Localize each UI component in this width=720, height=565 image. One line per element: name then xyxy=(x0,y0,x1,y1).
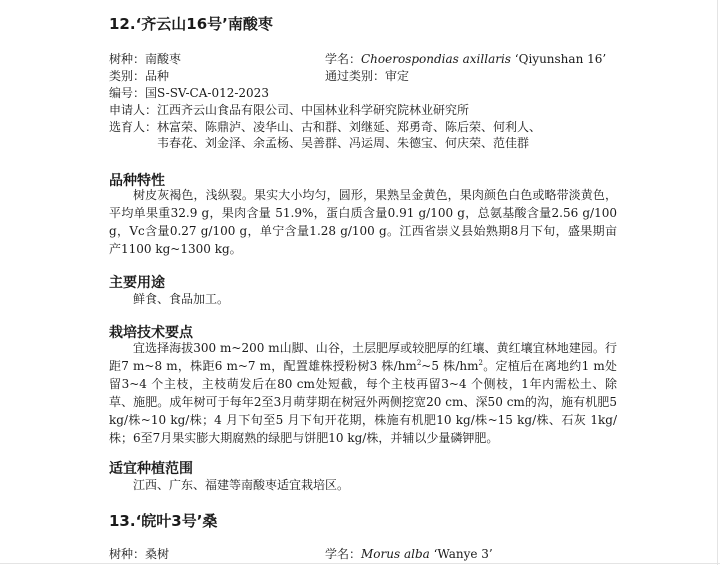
traits-heading: 品种特性 xyxy=(109,173,165,189)
region-heading: 适宜种植范围 xyxy=(109,461,193,477)
cultivation-heading: 栽培技术要点 xyxy=(109,325,193,341)
sciname-value xyxy=(361,545,493,563)
sciname-label: 学名： xyxy=(325,52,362,66)
code-label: 编号： xyxy=(109,86,146,100)
entry-12-title: 12.‘齐云山16号’南酸枣 xyxy=(109,15,273,33)
sciname-value xyxy=(361,50,606,68)
superscript: 2 xyxy=(478,359,483,367)
cultivation-paragraph xyxy=(109,339,617,447)
species-value: 桑树 xyxy=(145,547,170,561)
category-label: 类别： xyxy=(109,69,146,83)
use-paragraph: 鲜食、食品加工。 xyxy=(133,292,230,306)
page-edge xyxy=(717,0,718,565)
sciname-italic: Morus alba xyxy=(361,547,430,561)
region-paragraph: 江西、广东、福建等南酸枣适宜栽培区。 xyxy=(133,478,350,492)
sciname-italic: Choerospondias axillaris xyxy=(361,52,511,66)
applicant-label: 申请人： xyxy=(109,103,158,117)
superscript: 2 xyxy=(416,359,422,367)
applicant-value: 江西齐云山食品有限公司、中国林业科学研究院林业研究所 xyxy=(157,103,470,117)
breeder-label: 选育人： xyxy=(109,120,158,134)
cultivation-text-1: 宜选择海拔300 m~200 m山脚、山谷，土层肥厚或较肥厚的红壤、黄红壤宜林地建园。行距7 m~8 m，株距6 m~7 m，配置雄株授粉树3 株/hm xyxy=(109,341,617,373)
page-edge xyxy=(0,563,720,564)
species-value: 南酸枣 xyxy=(145,52,182,66)
code-value: 国S-SV-CA-012-2023 xyxy=(145,86,269,100)
cultivation-text-3: 。定植后在离地约1 m处留3~4 个主枝，主枝萌发后在80 cm处短截，每个主枝再留3~4 个侧枝，1年内需松土、除草、施肥。成年树可于每年2至3月萌芽期在树冠外两侧挖宽20 cm、深50 cm的沟，施有机肥5 kg/株~10 kg/株；4 月下旬至5 月下旬开花期，株施有机肥10 kg/株~15 kg/株、石灰 1kg/株；6至7月果实膨大期腐熟的绿肥与饼肥10 kg/株，并辅以少量磷钾肥。 xyxy=(109,359,617,445)
use-heading: 主要用途 xyxy=(109,275,165,291)
species-label: 树种： xyxy=(109,547,146,561)
pass-value: 审定 xyxy=(385,69,410,83)
pass-label: 通过类别： xyxy=(325,69,386,83)
sciname-label: 学名： xyxy=(325,547,362,561)
breeder-line-2: 韦春花、刘金泽、余孟杨、吴善群、冯运周、朱德宝、何庆荣、范佳群 xyxy=(157,136,530,150)
sciname-cultivar: ‘Wanye 3’ xyxy=(433,547,493,561)
entry-13-title: 13.‘皖叶3号’桑 xyxy=(109,512,218,530)
sciname-cultivar: ‘Qiyunshan 16’ xyxy=(514,52,607,66)
cultivation-text-2: ~5 株/hm xyxy=(421,359,479,373)
traits-paragraph: 树皮灰褐色，浅纵裂。果实大小均匀，圆形，果熟呈金黄色，果肉颜色白色或略带淡黄色，平均单果重32.9 g，果肉含量 51.9%，蛋白质含量0.91 g/100 g，总氨基酸含量2.56 g/100 g，Vc含量0.27 g/100 g，单宁含量1.28 g/100 g。江西省崇义县始熟期8月下旬，盛果期亩产1100 kg~1300 kg。 xyxy=(109,188,617,256)
breeder-line-1: 林富荣、陈鼎泸、凌华山、古和群、刘继延、郑勇奇、陈后荣、何利人、 xyxy=(157,120,542,134)
category-value: 品种 xyxy=(145,69,170,83)
species-label: 树种： xyxy=(109,52,146,66)
